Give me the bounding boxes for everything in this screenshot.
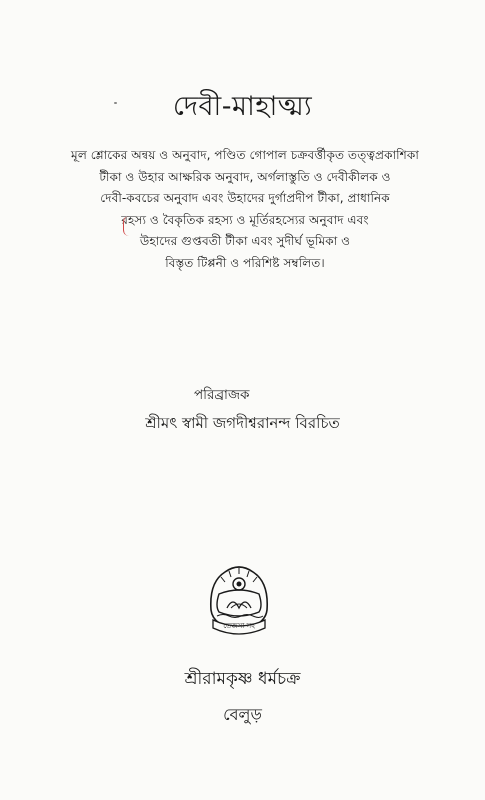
- description-line: দেবী-কবচের অনুবাদ এবং উহাদের দুর্গাপ্রদীপ টীকা, প্রাধানিক: [100, 191, 390, 205]
- description-line: উহাদের গুপ্তবতী টীকা এবং সুদীর্ঘ ভূমিকা ও: [139, 234, 351, 248]
- author-line: শ্রীমৎ স্বামী জগদীশ্বরানন্দ বিরচিত: [145, 414, 340, 432]
- emblem-graphic: [203, 560, 275, 648]
- publication-place: বেলুড়: [223, 705, 262, 724]
- description-line: রহস্য ও বৈকৃতিক রহস্য ও মূর্তিরহস্যের অনুবাদ এবং: [121, 212, 369, 227]
- description-line: টীকা ও উহার আক্ষরিক অনুবাদ, অর্গলাস্তুতি ও দেবীকীলক ও: [99, 169, 391, 184]
- book-description: [40, 145, 450, 274]
- description-line: মূল শ্লোকের অন্বয় ও অনুবাদ, পণ্ডিত গোপাল চক্রবর্ত্তীকৃত তত্ত্বপ্রকাশিকা: [71, 148, 419, 162]
- book-title: দেবী-মাহাত্ম্য: [172, 91, 313, 122]
- publisher-name: শ্রীরামকৃষ্ণ ধর্মচক্র: [184, 669, 301, 689]
- ramakrishna-mission-emblem-icon: [203, 560, 275, 648]
- pen-mark: [123, 216, 130, 236]
- emblem-motto: তেজসা সহ: [223, 622, 255, 630]
- description-line: বিস্তৃত টিপ্পনী ও পরিশিষ্ট সম্বলিত।: [165, 255, 325, 270]
- author-role: পরিব্রাজক: [194, 387, 250, 403]
